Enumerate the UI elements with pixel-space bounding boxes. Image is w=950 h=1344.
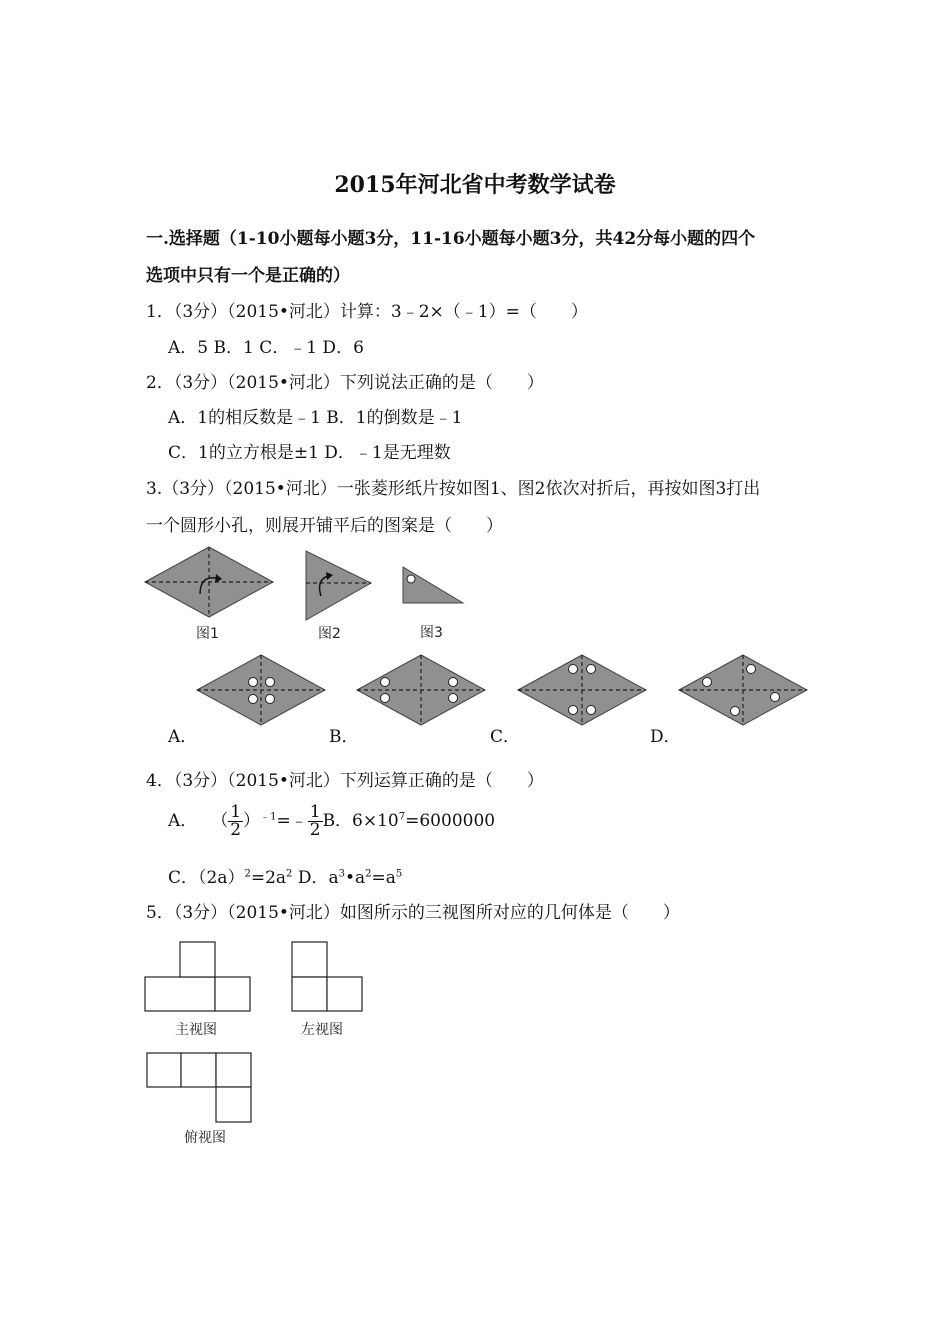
option-b-text: B．6×10 [322,811,399,831]
option-d-eq: =a [371,868,396,888]
equals-neg: =﹣ [276,811,308,831]
option-c-text: C．（2a） [168,868,245,888]
question-1-stem: 1．（3分）（2015•河北）计算：3﹣2×（﹣1）=（ ） [146,302,588,322]
top-view [147,1053,251,1146]
question-1-options: A．5 B．1 C．﹣1 D．6 [168,338,364,358]
option-b-value: =6000000 [405,811,496,831]
exponent-seven: 7 [398,811,406,823]
option-d-rhombus[interactable] [679,655,807,725]
question-3-stem-line2: 一个圆形小孔，则展开铺平后的图案是（ ） [146,516,503,536]
top-view-label: 俯视图 [184,1130,226,1146]
option-c-eq: =2a [250,868,287,888]
fold-figure-2 [306,551,371,642]
fraction-numerator: 1 [230,802,242,822]
fraction-numerator: 1 [309,802,321,822]
fold-figure-3 [403,567,463,641]
section-heading-line1: 一.选择题（1-10小题每小题3分，11-16小题每小题3分，共42分每小题的四个 [146,229,756,249]
fraction-denominator: 2 [309,820,321,840]
question-5-stem: 5．（3分）（2015•河北）如图所示的三视图所对应的几何体是（ ） [146,903,680,923]
left-view-label: 左视图 [301,1022,343,1038]
question-2-options-row2: C．1的立方根是±1 D．﹣1是无理数 [168,443,451,463]
section-heading-line2: 选项中只有一个是正确的） [146,266,350,286]
fraction-one-half-result [308,804,323,839]
exponent: 2 [365,868,372,880]
exponent: 5 [395,868,403,880]
front-view-label: 主视图 [175,1022,217,1038]
fraction-one-half [228,804,243,839]
question-2-stem: 2．（3分）（2015•河北）下列说法正确的是（ ） [146,373,544,393]
figure-caption-3: 图3 [420,625,443,641]
exponent-neg-one: ﹣1 [260,811,277,823]
exponent: 2 [286,868,293,880]
page-title: 2015年河北省中考数学试卷 [334,172,616,198]
question-4-stem: 4．（3分）（2015•河北）下列运算正确的是（ ） [146,771,544,791]
question-3-stem-line1: 3.（3分）（2015•河北）一张菱形纸片按如图1、图2依次对折后，再按如图3打出 [146,479,761,499]
figure-caption-2: 图2 [318,626,341,642]
option-a-label: A． [168,811,198,831]
question-4-options-row2 [168,863,402,888]
option-c-rhombus[interactable] [518,655,646,725]
question-3-option-a-label[interactable]: A． [168,727,198,747]
option-d-text: D．a [292,868,339,888]
fold-figure-1 [145,547,273,642]
question-4-options-row1 [168,804,495,839]
front-view [145,942,250,1038]
left-view [292,942,362,1038]
fraction-denominator: 2 [230,820,242,840]
exponent: 2 [244,868,251,880]
question-3-option-b-label[interactable]: B． [329,727,359,747]
option-d-mid: •a [344,868,366,888]
question-3-option-d-label[interactable]: D． [650,727,681,747]
close-paren: ） [243,811,261,831]
open-paren: （ [211,811,229,831]
option-a-rhombus[interactable] [197,655,325,725]
option-b-rhombus[interactable] [357,655,485,725]
question-2-options-row1: A．1的相反数是﹣1 B．1的倒数是﹣1 [168,408,463,428]
figure-caption-1: 图1 [196,626,219,642]
exponent: 3 [338,868,345,880]
question-3-option-c-label[interactable]: C． [490,727,521,747]
